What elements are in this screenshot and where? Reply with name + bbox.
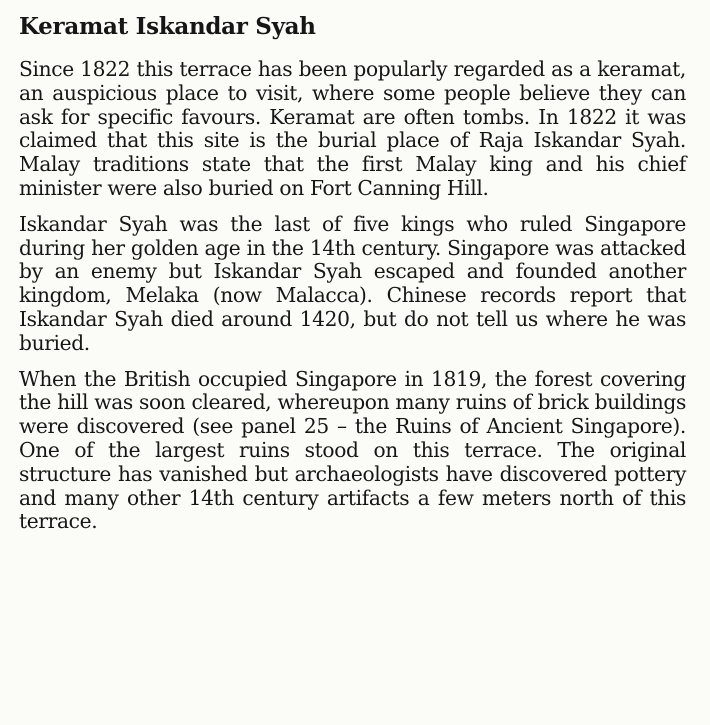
- paragraph-1: Since 1822 this terrace has been popularly regarded as a keramat, an auspicious place to visit, where some people believe they can ask for specific favours. Keramat are often tombs. In 1822 it was claimed that this site is the burial place of Raja Iskandar Syah. Malay traditions state that the first Malay king and his chief minister were also buried on Fort Canning Hill.: [19, 57, 686, 200]
- paragraph-3: When the British occupied Singapore in 1819, the forest covering the hill was soon cleared, whereupon many ruins of brick buildings were discovered (see panel 25 – the Ruins of Ancient Singapore). One of the largest ruins stood on this terrace. The original structure has vanished but archaeologists have discovered pottery and many other 14th century artifacts a few meters north of this terrace.: [19, 366, 686, 534]
- document-title: Keramat Iskandar Syah: [19, 13, 316, 40]
- paragraph-2: Iskandar Syah was the last of five kings who ruled Singapore during her golden age in the 14th century. Singapore was attacked by an enemy but Iskandar Syah escaped and founded another kingdom, Melaka (now Malacca). Chinese records report that Iskandar Syah died around 1420, but do not tell us where he was buried.: [19, 211, 686, 355]
